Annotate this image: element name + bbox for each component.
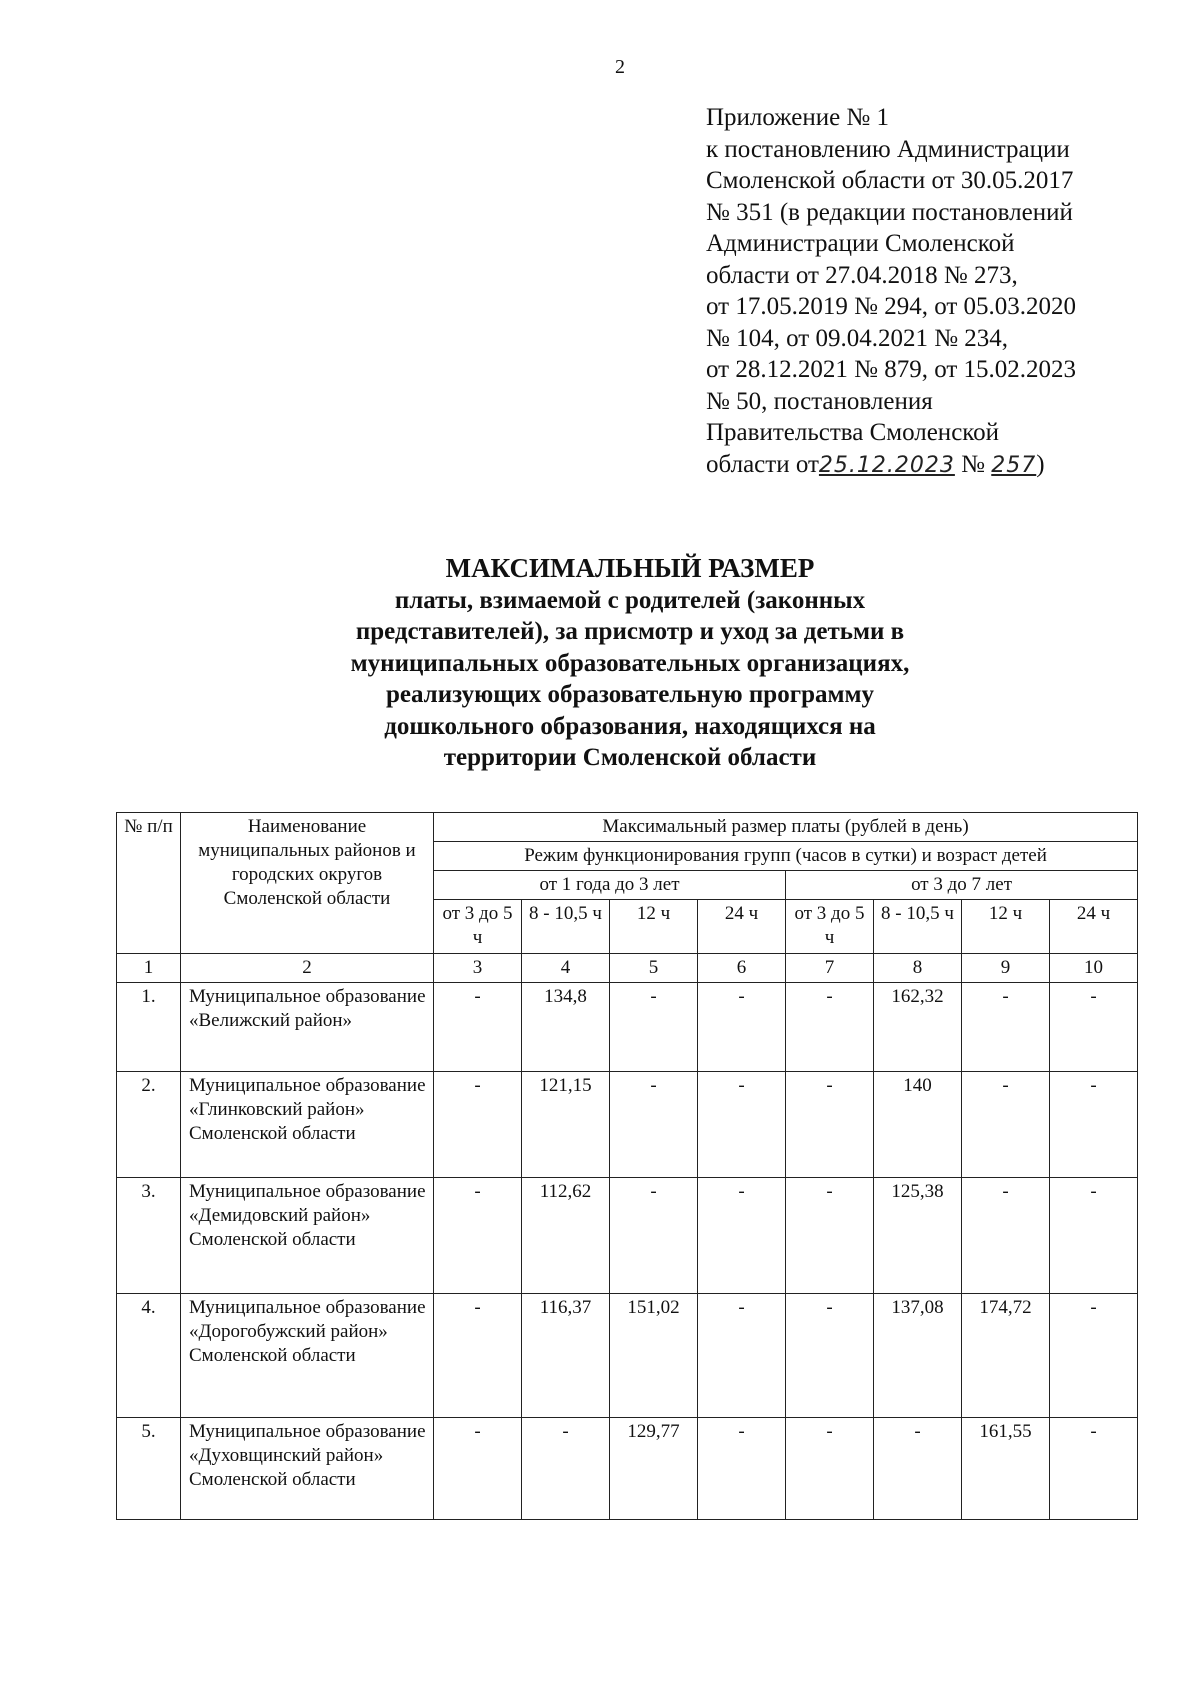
row-value: - [1050, 1418, 1138, 1520]
handwritten-date: 25.12.2023 [818, 452, 955, 478]
handwritten-number: 257 [991, 452, 1037, 478]
table-row [117, 1294, 1138, 1418]
row-value: 151,02 [610, 1294, 698, 1418]
row-value: 140 [874, 1072, 962, 1178]
row-value: - [698, 1418, 786, 1520]
title-line: МАКСИМАЛЬНЫЙ РАЗМЕР [445, 553, 815, 583]
table-row [117, 1178, 1138, 1294]
row-value: - [610, 1178, 698, 1294]
col-number: 5 [610, 954, 698, 983]
row-value: - [434, 1294, 522, 1418]
header-name: Наименование муниципальных районов и городских округов Смоленской области [181, 813, 434, 954]
table-row [117, 1418, 1138, 1520]
header-mode-cell: 8 - 10,5 ч [874, 900, 962, 954]
row-value: - [434, 983, 522, 1072]
title-line: представителей), за присмотр и уход за детьми в [355, 618, 905, 645]
title-line: реализующих образовательную программу [385, 681, 875, 708]
page-number: 2 [615, 56, 625, 78]
col-number: 10 [1050, 954, 1138, 983]
row-value: - [610, 1072, 698, 1178]
header-mode-cell: от 3 до 5 ч [786, 900, 874, 954]
row-value: - [786, 983, 874, 1072]
row-value: 116,37 [522, 1294, 610, 1418]
row-number: 1. [117, 983, 181, 1072]
col-number: 8 [874, 954, 962, 983]
row-value: - [786, 1072, 874, 1178]
row-value: - [698, 983, 786, 1072]
title-line: муниципальных образовательных организациях, [350, 649, 910, 677]
row-value: 129,77 [610, 1418, 698, 1520]
row-value: - [1050, 1294, 1138, 1418]
title-line: дошкольного образования, находящихся на [384, 712, 876, 740]
row-name-text: Муниципальное образование «Дорогобужский район» Смоленской области [189, 1297, 426, 1366]
title-line: территории Смоленской области [443, 744, 817, 771]
row-number: 5. [117, 1418, 181, 1520]
col-number: 6 [698, 954, 786, 983]
header-max: Максимальный размер платы (рублей в день) [434, 813, 1138, 842]
appendix-line: № 50, постановления [706, 387, 933, 415]
row-name: Муниципальное образование «Глинковский район» Смоленской области [181, 1072, 434, 1178]
appendix-line: Правительства Смоленской [706, 419, 1000, 446]
row-value: 112,62 [522, 1178, 610, 1294]
appendix-line: к постановлению Администрации [706, 135, 1070, 163]
col-number: 9 [962, 954, 1050, 983]
header-mode-cell: 12 ч [962, 900, 1050, 954]
number-sign: № [961, 450, 985, 478]
row-value: - [698, 1294, 786, 1418]
header-mode-cell: от 3 до 5 ч [434, 900, 522, 954]
row-value: - [786, 1294, 874, 1418]
appendix-line: области от 27.04.2018 № 273, [706, 261, 1018, 289]
appendix-line: Приложение № 1 [706, 104, 890, 131]
document-title [250, 553, 1010, 774]
row-value: - [1050, 983, 1138, 1072]
appendix-prefix: области от [706, 450, 819, 478]
row-value: 121,15 [522, 1072, 610, 1178]
row-name [181, 1294, 434, 1418]
col-number: 2 [181, 954, 434, 983]
row-value: - [786, 1178, 874, 1294]
row-value: - [698, 1178, 786, 1294]
row-value: - [962, 1072, 1050, 1178]
row-value: - [434, 1418, 522, 1520]
header-num: № п/п [117, 813, 181, 954]
col-number: 7 [786, 954, 874, 983]
row-value: 161,55 [962, 1418, 1050, 1520]
header-mode-cell: 8 - 10,5 ч [522, 900, 610, 954]
row-value: - [962, 1178, 1050, 1294]
row-name: Муниципальное образование «Демидовский район» Смоленской области [181, 1178, 434, 1294]
header-age-1-3: от 1 года до 3 лет [434, 871, 786, 900]
row-value: 137,08 [874, 1294, 962, 1418]
col-number: 1 [117, 954, 181, 983]
header-mode-cell: 24 ч [1050, 900, 1138, 954]
appendix-line: № 351 (в редакции постановлений [706, 198, 1073, 226]
row-value: 174,72 [962, 1294, 1050, 1418]
row-value: - [434, 1072, 522, 1178]
row-value: - [434, 1178, 522, 1294]
row-number: 4. [117, 1294, 181, 1418]
fees-table [116, 812, 1138, 1520]
appendix-block [706, 102, 1176, 481]
header-mode-cell: 12 ч [610, 900, 698, 954]
row-value: - [874, 1418, 962, 1520]
col-number: 4 [522, 954, 610, 983]
appendix-line: № 104, от 09.04.2021 № 234, [706, 324, 1009, 352]
row-value: 134,8 [522, 983, 610, 1072]
row-value: - [786, 1418, 874, 1520]
title-line: платы, взимаемой с родителей (законных [394, 586, 866, 614]
col-number: 3 [434, 954, 522, 983]
row-name: Муниципальное образование «Велижский район» [181, 983, 434, 1072]
row-number: 2. [117, 1072, 181, 1178]
row-value: - [1050, 1072, 1138, 1178]
table-row [117, 983, 1138, 1072]
header-mode-cell: 24 ч [698, 900, 786, 954]
row-number: 3. [117, 1178, 181, 1294]
table-row [117, 1072, 1138, 1178]
row-value: - [698, 1072, 786, 1178]
row-value: 162,32 [874, 983, 962, 1072]
appendix-line-signature [706, 449, 1176, 482]
appendix-line: от 28.12.2021 № 879, от 15.02.2023 [706, 356, 1077, 383]
appendix-line: Смоленской области от 30.05.2017 [706, 167, 1074, 194]
row-value: - [610, 983, 698, 1072]
row-value: - [962, 983, 1050, 1072]
row-value: - [1050, 1178, 1138, 1294]
row-value: 125,38 [874, 1178, 962, 1294]
header-age-3-7: от 3 до 7 лет [786, 871, 1138, 900]
appendix-line: от 17.05.2019 № 294, от 05.03.2020 [706, 293, 1077, 320]
row-name: Муниципальное образование «Духовщинский район» Смоленской области [181, 1418, 434, 1520]
closing-paren: ) [1036, 450, 1045, 478]
header-mode: Режим функционирования групп (часов в сутки) и возраст детей [434, 842, 1138, 871]
row-value: - [522, 1418, 610, 1520]
appendix-line: Администрации Смоленской [706, 230, 1015, 257]
